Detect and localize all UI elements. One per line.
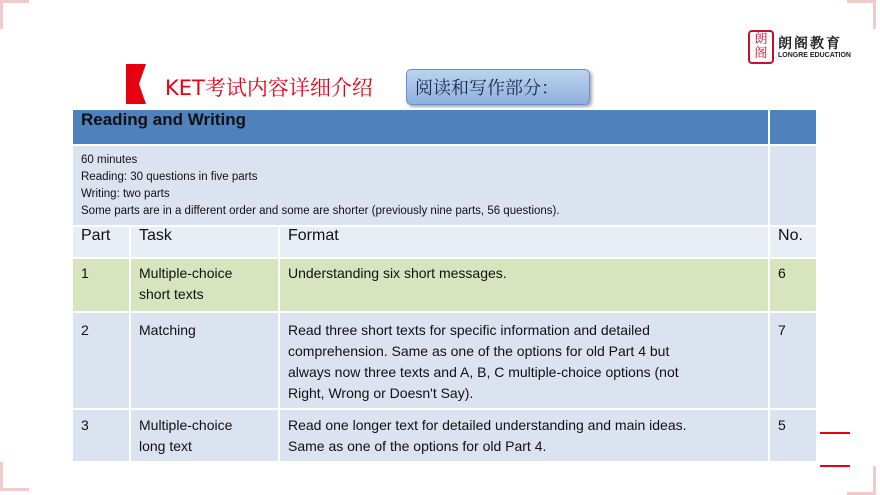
task-cell [130, 409, 279, 462]
corner-decoration-top-right [847, 0, 876, 29]
table-row [72, 312, 817, 409]
company-logo [748, 30, 851, 64]
format-line: always now three texts and A, B, C multiple-choice options (not [288, 364, 679, 380]
task-cell [130, 312, 279, 409]
flag-icon [126, 64, 146, 104]
corner-decoration-bottom-right [847, 466, 876, 495]
format-line: Right, Wrong or Doesn't Say). [288, 385, 474, 401]
format-cell [279, 258, 769, 312]
column-header-task: Task [130, 226, 279, 258]
logo-mark-icon: 朗阁 [748, 30, 774, 64]
info-line: 60 minutes [81, 154, 138, 166]
red-dash-decoration [820, 465, 850, 467]
task-cell [130, 258, 279, 312]
task-line: short texts [139, 286, 204, 302]
part-cell: 2 [72, 312, 130, 409]
part-cell: 1 [72, 258, 130, 312]
table-header-title: Reading and Writing [72, 109, 769, 145]
task-line: Multiple-choice [139, 265, 233, 281]
format-line: Read one longer text for detailed understanding and main ideas. [288, 417, 687, 433]
format-cell [279, 312, 769, 409]
format-cell [279, 409, 769, 462]
task-line: Multiple-choice [139, 417, 233, 433]
table-row [72, 258, 817, 312]
column-header-no: No. [769, 226, 817, 258]
info-line: Reading: 30 questions in five parts [81, 171, 258, 183]
column-header-part: Part [72, 226, 130, 258]
page-title: KET考试内容详细介绍 [165, 76, 373, 100]
question-count-cell: 7 [769, 312, 817, 409]
red-dash-decoration [820, 432, 850, 434]
format-line: comprehension. Same as one of the options for old Part 4 but [288, 343, 670, 359]
table-header-row [72, 109, 817, 145]
table-info-blank [769, 145, 817, 226]
task-line: long text [139, 438, 192, 454]
table-info-cell [72, 145, 769, 226]
question-count-cell: 5 [769, 409, 817, 462]
format-line: Same as one of the options for old Part 4. [288, 438, 547, 454]
question-count-cell: 6 [769, 258, 817, 312]
column-header-format: Format [279, 226, 769, 258]
corner-decoration-top-left [0, 0, 29, 29]
task-line: Matching [139, 322, 196, 338]
format-line: Read three short texts for specific information and detailed [288, 322, 650, 338]
part-cell: 3 [72, 409, 130, 462]
logo-name-cn: 朗阁教育 [778, 34, 842, 51]
section-label: 阅读和写作部分： [406, 69, 590, 105]
table-header-blank [769, 109, 817, 145]
format-line: Understanding six short messages. [288, 265, 507, 281]
table-info-row [72, 145, 817, 226]
reading-writing-table [71, 108, 818, 463]
table-column-header-row [72, 226, 817, 258]
table-row [72, 409, 817, 462]
info-line: Some parts are in a different order and some are shorter (previously nine parts, 56 questions). [81, 205, 560, 217]
corner-decoration-bottom-left [0, 462, 29, 491]
info-line: Writing: two parts [81, 188, 170, 200]
logo-name-en: LONGRE EDUCATION [778, 51, 851, 59]
